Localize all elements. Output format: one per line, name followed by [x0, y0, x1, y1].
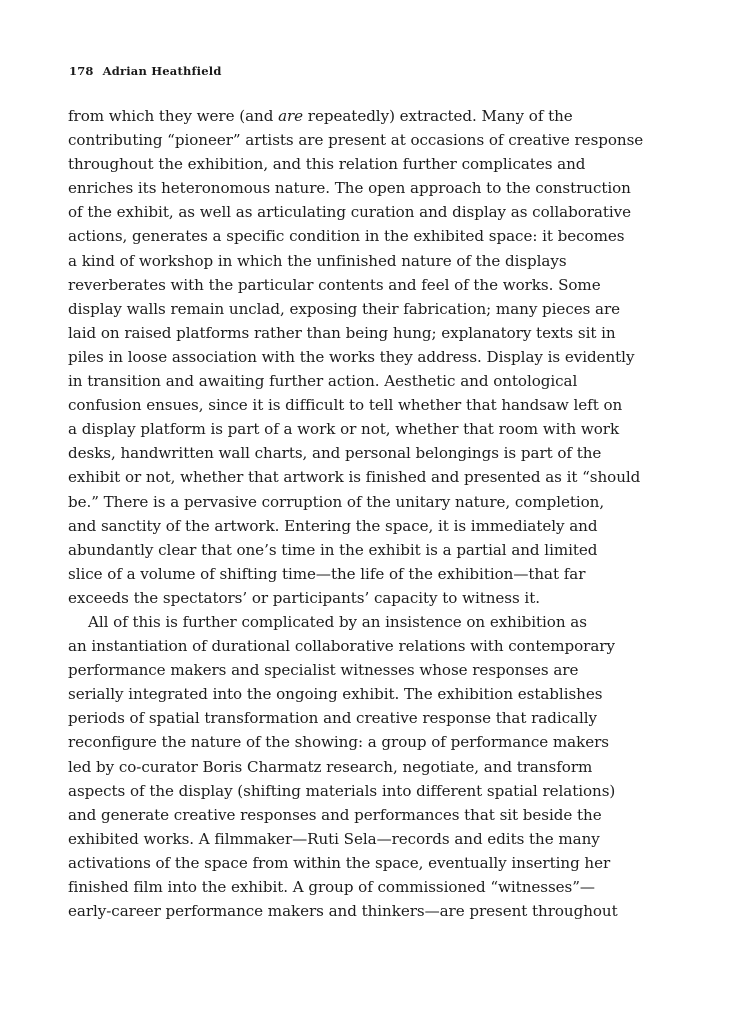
text-line: performance makers and specialist witnesses whose responses are: [68, 661, 579, 680]
text-line: [68, 104, 628, 128]
italic-run: are: [278, 107, 304, 125]
text-line: led by co-curator Boris Charmatz research, negotiate, and transform: [68, 757, 593, 776]
text-line: and sanctity of the artwork. Entering the space, it is immediately and: [68, 516, 598, 535]
text-line: and generate creative responses and performances that sit beside the: [68, 805, 602, 824]
text-line: of the exhibit, as well as articulating curation and display as collaborative: [68, 203, 632, 222]
text-line: serially integrated into the ongoing exhibit. The exhibition establishes: [68, 685, 603, 704]
text-line: throughout the exhibition, and this relation further complicates and: [68, 155, 586, 174]
paragraph: [68, 104, 644, 610]
text-line: a display platform is part of a work or not, whether that room with work: [68, 420, 620, 439]
text-line: aspects of the display (shifting materials into different spatial relations): [68, 781, 616, 800]
text-line: be.” There is a pervasive corruption of the unitary nature, completion,: [68, 492, 605, 511]
text-line: enriches its heteronomous nature. The open approach to the construction: [68, 179, 631, 198]
text-line: periods of spatial transformation and creative response that radically: [68, 709, 598, 728]
text-line: exhibited works. A filmmaker—Ruti Sela—records and edits the many: [68, 829, 600, 848]
text-line: exhibit or not, whether that artwork is finished and presented as it “should: [68, 468, 641, 487]
text-line: reverberates with the particular contents and feel of the works. Some: [68, 275, 601, 294]
text-line: laid on raised platforms rather than being hung; explanatory texts sit in: [68, 323, 616, 342]
text-line: finished film into the exhibit. A group of commissioned “witnesses”—: [68, 878, 595, 896]
paragraph: [68, 610, 628, 923]
text-line: early-career performance makers and thinkers—are present throughout: [68, 902, 618, 921]
text-line: abundantly clear that one’s time in the exhibit is a partial and limited: [68, 540, 598, 559]
text-line: display walls remain unclad, exposing their fabrication; many pieces are: [68, 299, 621, 318]
body-text: [68, 104, 644, 923]
text-line: slice of a volume of shifting time—the life of the exhibition—that far: [68, 564, 586, 583]
text-line: a kind of workshop in which the unfinished nature of the displays: [68, 251, 567, 270]
text-line: desks, handwritten wall charts, and personal belongings is part of the: [68, 444, 602, 463]
text-line: piles in loose association with the works they address. Display is evidently: [68, 347, 635, 366]
text-line: exceeds the spectators’ or participants’ capacity to witness it.: [68, 588, 540, 607]
text-line: contributing “pioneer” artists are present at occasions of creative response: [68, 131, 644, 150]
text-line: actions, generates a specific condition in the exhibited space: it becomes: [68, 227, 625, 246]
text-run: repeatedly) extracted. Many of the: [303, 107, 573, 125]
text-line: in transition and awaiting further action. Aesthetic and ontological: [68, 372, 578, 391]
text-line: confusion ensues, since it is difficult to tell whether that handsaw left on: [68, 396, 623, 415]
text-line: All of this is further complicated by an insistence on exhibition as: [88, 612, 587, 631]
text-line: activations of the space from within the space, eventually inserting her: [68, 853, 611, 872]
running-head: [69, 64, 222, 78]
text-line: an instantiation of durational collaborative relations with contemporary: [68, 637, 615, 656]
author-name: Adrian Heathfield: [102, 64, 222, 78]
text-run: from which they were (and: [68, 107, 279, 125]
text-line: reconfigure the nature of the showing: a group of performance makers: [68, 733, 609, 752]
page-number: 178: [69, 64, 94, 78]
